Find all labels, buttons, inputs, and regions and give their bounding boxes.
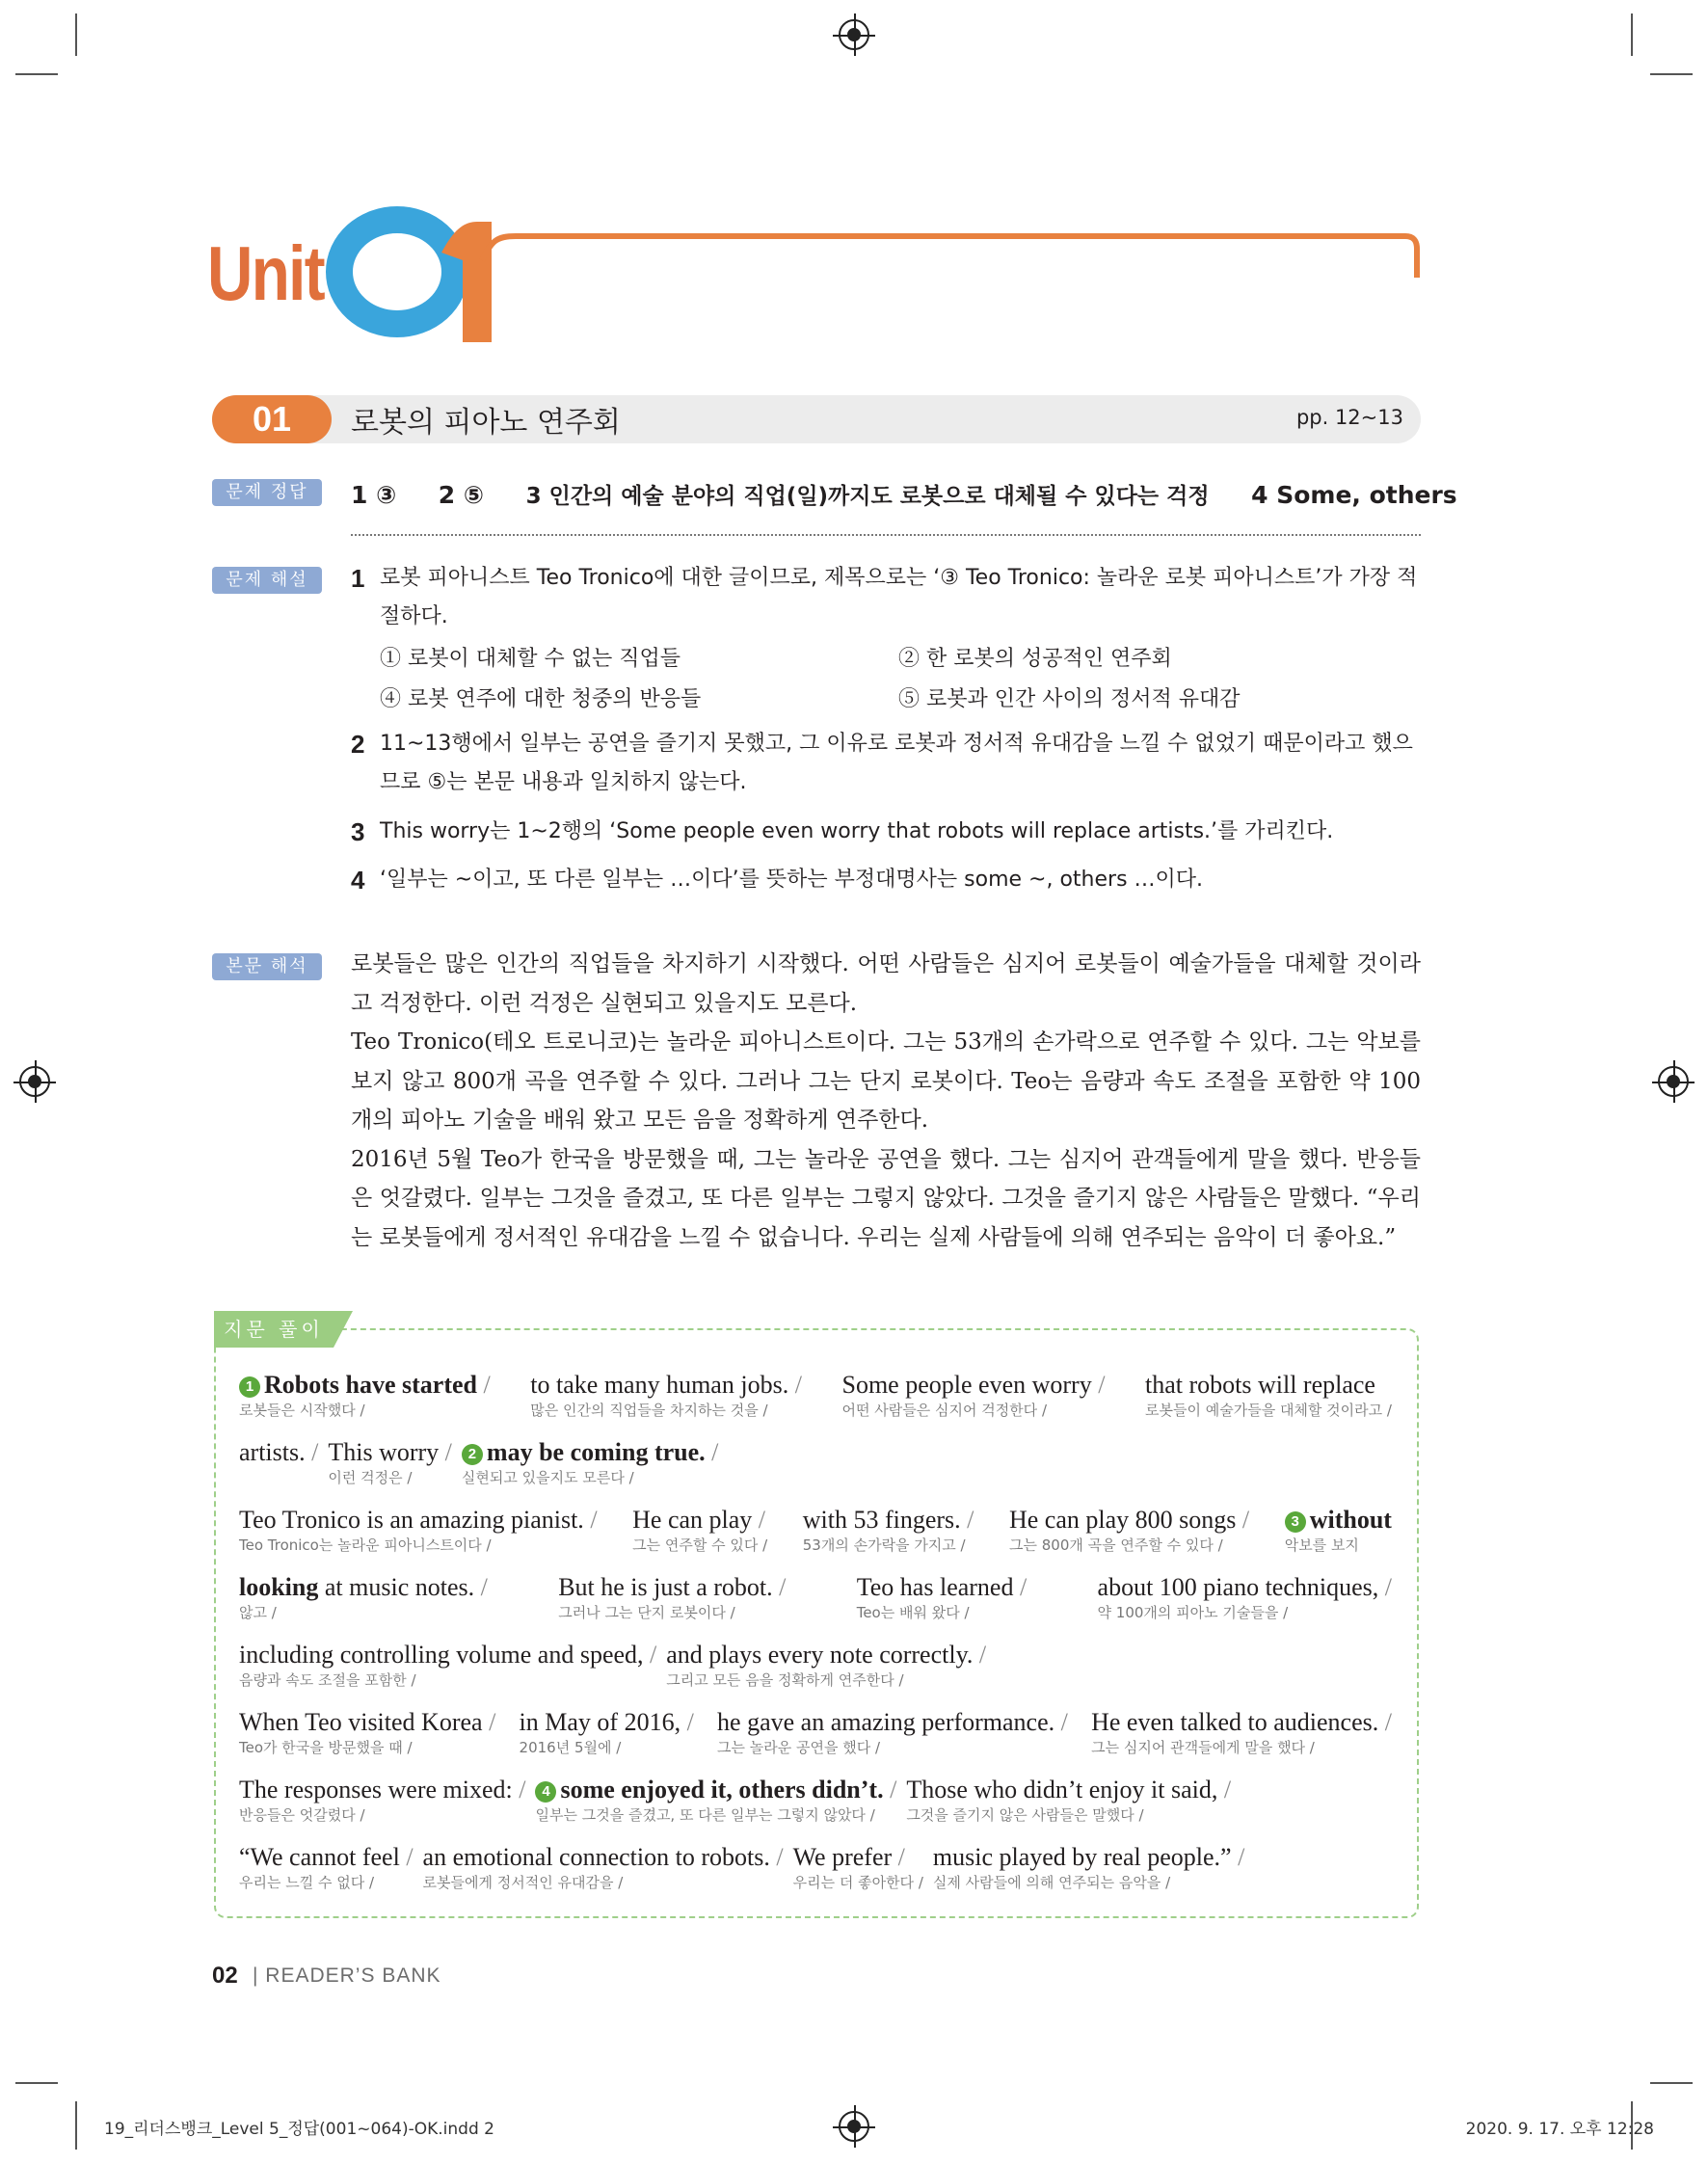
- reading-english: 4 some enjoyed it, others didn’t. /: [535, 1776, 896, 1803]
- registration-mark-icon: [1658, 1066, 1689, 1097]
- reading-chunk: [239, 1708, 495, 1757]
- reading-gloss: 로봇들이 예술가들을 대체할 것이라고 /: [1145, 1402, 1392, 1419]
- registration-mark-icon: [19, 1066, 50, 1097]
- reading-english: But he is just a robot. /: [558, 1573, 787, 1601]
- translation-paragraph: 2016년 5월 Teo가 한국을 방문했을 때, 그는 놀라운 공연을 했다. 그는 심지어 관객들에게 말을 했다. 반응들은 엇갈렸다. 일부는 그것을 즐겼고, 또 다른 일부는 그렇지 않았다. 그것을 즐기지 않은 사람들은 말했다. “우리는 로봇들에게 정서적인 유대감을 느낄 수 없습니다. 우리는 실제 사람들에 의해 연주되는 음악이 더 좋아요.”: [351, 1146, 1421, 1250]
- reading-gloss: 실제 사람들에 의해 연주되는 음악을 /: [932, 1874, 1171, 1891]
- reading-chunk: [239, 1843, 414, 1892]
- reading-chunk: [793, 1843, 923, 1892]
- reading-gloss: 우리는 더 좋아한다 /: [792, 1874, 923, 1891]
- explanation-badge: 문제 해설: [212, 567, 322, 594]
- reading-gloss: 어떤 사람들은 심지어 걱정한다 /: [841, 1402, 1047, 1419]
- reading-chunk: [530, 1371, 802, 1420]
- answer-item: 3 인간의 예술 분야의 직업(일)까지도 로봇으로 대체될 수 있다는 걱정: [525, 484, 1210, 509]
- reading-gloss: 그는 연주할 수 있다 /: [632, 1536, 768, 1554]
- sentence-number-icon: 1: [239, 1376, 260, 1398]
- crop-mark: [1650, 73, 1693, 75]
- question-explanation: This worry는 1~2행의 ‘Some people even worry that robots will replace artists.’를 가리킨다.: [380, 819, 1334, 843]
- slug-date: 2020. 9. 17. 오후 12:28: [1465, 2120, 1654, 2139]
- reading-chunk: [906, 1776, 1231, 1825]
- reading-english: 2 may be coming true. /: [462, 1438, 718, 1466]
- reading-line: [239, 1641, 1392, 1690]
- reading-chunk: [239, 1573, 488, 1622]
- reading-english: We prefer /: [792, 1843, 905, 1871]
- reading-line: [239, 1843, 1392, 1892]
- question-number: 1: [351, 564, 365, 593]
- reading-english: He even talked to audiences. /: [1091, 1708, 1392, 1736]
- reading-english: including controlling volume and speed, /: [239, 1641, 657, 1669]
- reading-tab-fold: [334, 1311, 353, 1348]
- reading-gloss: 실현되고 있을지도 모른다 /: [461, 1469, 634, 1486]
- question-number: 2: [351, 730, 365, 759]
- reading-gloss: Teo Tronico는 놀라운 피아니스트이다 /: [239, 1536, 492, 1554]
- reading-chunk: [239, 1371, 491, 1420]
- reading-gloss: 그는 800개 곡을 연주할 수 있다 /: [1008, 1536, 1223, 1554]
- reading-chunk: [462, 1438, 718, 1487]
- reading-english: “We cannot feel /: [239, 1843, 414, 1871]
- reading-gloss: 그리고 모든 음을 정확하게 연주한다 /: [666, 1671, 904, 1689]
- divider: [351, 534, 1421, 536]
- reading-line: [239, 1708, 1392, 1757]
- reading-chunk: [666, 1641, 986, 1690]
- reading-gloss: Teo가 한국을 방문했을 때 /: [239, 1739, 413, 1756]
- section-title: 로봇의 피아노 연주회: [351, 406, 621, 440]
- reading-english: an emotional connection to robots. /: [422, 1843, 784, 1871]
- reading-english: Some people even worry /: [841, 1371, 1106, 1399]
- slug-filename: 19_리더스뱅크_Level 5_정답(001~064)-OK.indd 2: [104, 2120, 494, 2139]
- reading-gloss: 그는 놀라운 공연을 했다 /: [717, 1739, 881, 1756]
- reading-chunk: [717, 1708, 1068, 1757]
- reading-chunk: [1145, 1371, 1392, 1420]
- reading-chunk: [239, 1641, 656, 1690]
- unit-label: Unit: [207, 230, 324, 316]
- reading-chunk: [239, 1776, 525, 1825]
- answer-item: 2 ⑤: [438, 481, 485, 509]
- reading-chunk: [558, 1573, 786, 1622]
- reading-gloss: 이런 걱정은 /: [328, 1469, 413, 1486]
- reading-gloss: 일부는 그것을 즐겼고, 또 다른 일부는 그렇지 않았다 /: [535, 1806, 875, 1824]
- question-number: 3: [351, 817, 365, 846]
- reading-chunk: [239, 1506, 598, 1555]
- reading-chunk: [857, 1573, 1027, 1622]
- registration-mark-icon: [839, 2111, 869, 2142]
- reading-line: [239, 1573, 1392, 1622]
- reading-english: he gave an amazing performance. /: [717, 1708, 1068, 1736]
- reading-english: with 53 fingers. /: [802, 1506, 974, 1534]
- translation-paragraph: Teo Tronico(테오 트로니코)는 놀라운 피아니스트이다. 그는 53개의 손가락으로 연주할 수 있다. 그는 악보를 보지 않고 800개 곡을 연주할 수 있다. 그러나 그는 단지 로봇이다. Teo는 음량과 속도 조절을 포함한 약 100개의 피아노 기술을 배워 왔고 모든 음을 정확하게 연주한다.: [351, 1029, 1421, 1133]
- sentence-number-icon: 3: [1285, 1511, 1306, 1533]
- answer-item: 4 Some, others: [1251, 481, 1457, 509]
- reading-gloss: 그것을 즐기지 않은 사람들은 말했다 /: [906, 1806, 1144, 1824]
- reading-chunk: [1009, 1506, 1249, 1555]
- reading-english: and plays every note correctly. /: [666, 1641, 987, 1669]
- reading-english: in May of 2016, /: [519, 1708, 694, 1736]
- page-number: 02: [212, 1963, 238, 1989]
- reading-gloss: 그러나 그는 단지 로봇이다 /: [558, 1604, 735, 1621]
- reading-gloss: 우리는 느낄 수 없다 /: [239, 1874, 375, 1891]
- reading-english: The responses were mixed: /: [239, 1776, 526, 1803]
- reading-english: looking at music notes. /: [239, 1573, 488, 1601]
- unit-01-logo-icon: [318, 193, 1427, 347]
- reading-chunk: [1285, 1506, 1392, 1555]
- reading-chunk: [239, 1438, 318, 1467]
- reading-gloss: Teo는 배워 왔다 /: [856, 1604, 970, 1621]
- reading-english: artists. /: [239, 1438, 319, 1466]
- reading-english: He can play 800 songs /: [1008, 1506, 1250, 1534]
- reading-line: [239, 1506, 1392, 1555]
- reading-english: 1 Robots have started /: [239, 1371, 491, 1399]
- crop-mark: [15, 73, 58, 75]
- question-explanation: 11~13행에서 일부는 공연을 즐기지 못했고, 그 이유로 로봇과 정서적 유대감을 느낄 수 없었기 때문이라고 했으므로 ⑤는 본문 내용과 일치하지 않는다.: [380, 732, 1413, 794]
- reading-english: Teo has learned /: [856, 1573, 1027, 1601]
- reading-gloss: 그는 심지어 관객들에게 말을 했다 /: [1091, 1739, 1315, 1756]
- reading-chunk: [933, 1843, 1244, 1892]
- reading-chunk: [842, 1371, 1106, 1420]
- reading-tab: 지문 풀이: [214, 1311, 334, 1348]
- reading-gloss: 약 100개의 피아노 기술들을 /: [1097, 1604, 1289, 1621]
- option-item: ② 한 로봇의 성공적인 연주회: [898, 647, 1172, 671]
- question-explanation: ‘일부는 ~이고, 또 다른 일부는 …이다’를 뜻하는 부정대명사는 some ~, others …이다.: [380, 868, 1204, 892]
- reading-english: music played by real people.” /: [932, 1843, 1245, 1871]
- section-pages: pp. 12~13: [1295, 406, 1403, 429]
- reading-gloss: 음량과 속도 조절을 포함한 /: [239, 1671, 416, 1689]
- answers-row: [351, 478, 1457, 510]
- reading-line: [239, 1776, 1392, 1825]
- reading-chunk: [520, 1708, 694, 1757]
- reading-english: When Teo visited Korea /: [239, 1708, 496, 1736]
- crop-mark: [75, 2101, 77, 2150]
- reading-gloss: 반응들은 엇갈렸다 /: [239, 1806, 365, 1824]
- option-item: ⑤ 로봇과 인간 사이의 정서적 유대감: [898, 687, 1241, 711]
- translation-body: [351, 945, 1421, 1257]
- reading-chunk: [328, 1438, 452, 1487]
- reading-english: about 100 piano techniques, /: [1097, 1573, 1392, 1601]
- crop-mark: [1650, 2082, 1693, 2084]
- reading-chunk: [535, 1776, 896, 1825]
- reading-gloss: 악보를 보지: [1284, 1536, 1359, 1554]
- reading-chunk: [1091, 1708, 1392, 1757]
- registration-mark-icon: [839, 19, 869, 50]
- crop-mark: [15, 2082, 58, 2084]
- reading-chunk: [803, 1506, 974, 1555]
- question-explanation: 로봇 피아니스트 Teo Tronico에 대한 글이므로, 제목으로는 ‘③ Teo Tronico: 놀라운 로봇 피아니스트’가 가장 적절하다.: [380, 566, 1418, 628]
- footer-brand: | READER’S BANK: [253, 1964, 441, 1987]
- question-number: 4: [351, 866, 365, 895]
- reading-line: [239, 1371, 1392, 1420]
- translation-paragraph: 로봇들은 많은 인간의 직업들을 차지하기 시작했다. 어떤 사람들은 심지어 로봇들이 예술가들을 대체할 것이라고 걱정한다. 이런 걱정은 실현되고 있을지도 모른다.: [351, 951, 1421, 1016]
- reading-gloss: 로봇들에게 정서적인 유대감을 /: [422, 1874, 624, 1891]
- reading-gloss: 않고 /: [239, 1604, 277, 1621]
- reading-gloss: 53개의 손가락을 가지고 /: [802, 1536, 966, 1554]
- sentence-number-icon: 4: [535, 1781, 556, 1803]
- reading-english: This worry /: [328, 1438, 452, 1466]
- section-number: 01: [212, 395, 332, 443]
- crop-mark: [75, 13, 77, 56]
- answer-item: 1 ③: [351, 481, 397, 509]
- reading-chunk: [423, 1843, 784, 1892]
- reading-chunk: [632, 1506, 767, 1555]
- reading-gloss: 2016년 5월에 /: [519, 1739, 622, 1756]
- reading-english: Teo Tronico is an amazing pianist. /: [239, 1506, 598, 1534]
- crop-mark: [1631, 13, 1633, 56]
- reading-english: to take many human jobs. /: [530, 1371, 802, 1399]
- reading-english: Those who didn’t enjoy it said, /: [906, 1776, 1232, 1803]
- reading-english: He can play /: [632, 1506, 766, 1534]
- reading-line: [239, 1438, 1392, 1487]
- reading-gloss: 많은 인간의 직업들을 차지하는 것을 /: [530, 1402, 768, 1419]
- reading-chunk: [1098, 1573, 1392, 1622]
- option-item: ① 로봇이 대체할 수 없는 직업들: [380, 647, 681, 671]
- reading-english: that robots will replace: [1145, 1371, 1375, 1399]
- translation-badge: 본문 해석: [212, 953, 322, 980]
- reading-english: 3 without: [1285, 1506, 1392, 1534]
- reading-gloss: 로봇들은 시작했다 /: [239, 1402, 365, 1419]
- sentence-number-icon: 2: [462, 1444, 483, 1465]
- option-item: ④ 로봇 연주에 대한 청중의 반응들: [380, 687, 702, 711]
- answers-badge: 문제 정답: [212, 479, 322, 506]
